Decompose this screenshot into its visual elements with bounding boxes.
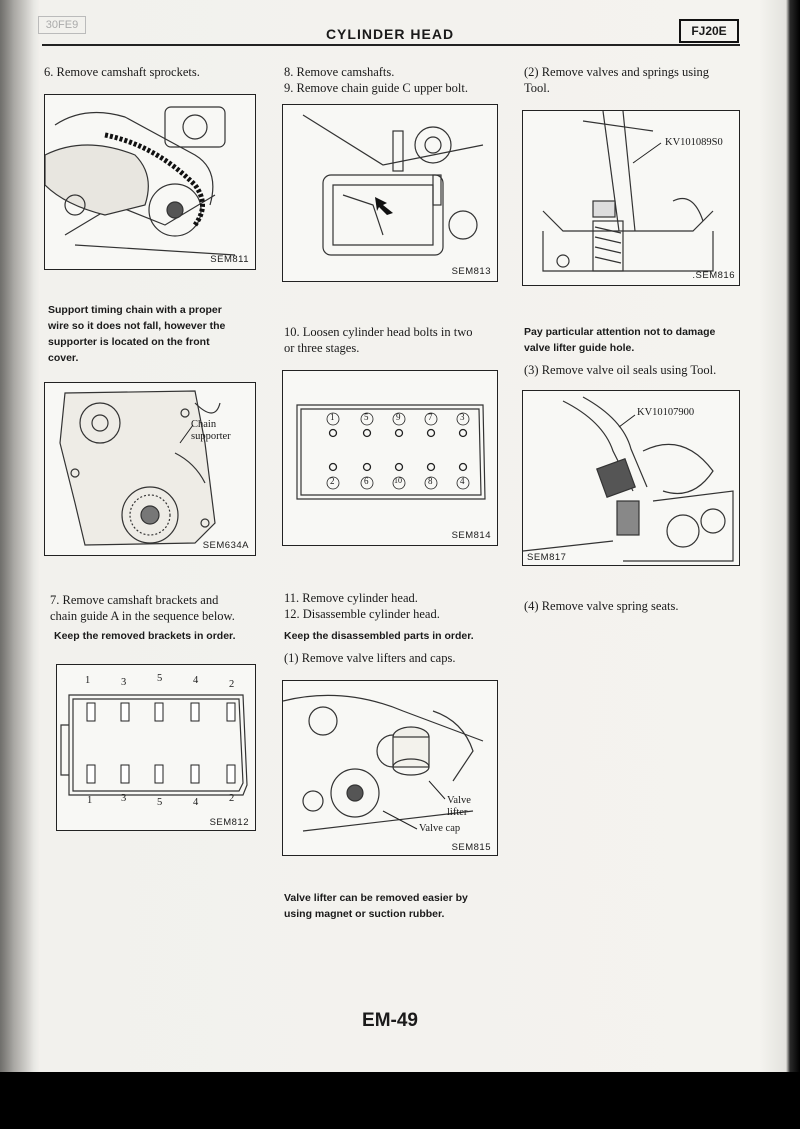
model-badge: FJ20E (679, 19, 739, 43)
step-line: 10. Loosen cylinder head bolts in two (284, 325, 473, 339)
magnet-note (284, 890, 498, 922)
figure-sem811 (44, 94, 256, 270)
page-number: EM-49 (362, 1010, 418, 1031)
step-line: 7. Remove camshaft brackets and (50, 593, 219, 607)
attention-note (524, 324, 740, 356)
bracket-number: 5 (157, 797, 163, 808)
step-11: 11. Remove cylinder head. (284, 591, 418, 605)
tool-callout-1: KV101089S0 (665, 137, 723, 148)
sub-step-1: (1) Remove valve lifters and caps. (284, 651, 456, 665)
disassembled-note: Keep the disassembled parts in order. (284, 630, 474, 642)
figure-code: SEM815 (451, 842, 491, 853)
brackets-note: Keep the removed brackets in order. (54, 630, 236, 642)
sub-step-3: (3) Remove valve oil seals using Tool. (524, 363, 717, 377)
bracket-number: 4 (193, 675, 199, 686)
camshaft-sprocket-illustration (45, 95, 255, 269)
note-line: Support timing chain with a proper (48, 304, 222, 316)
note-line: supporter is located on the front (48, 336, 210, 348)
note-line: Pay particular attention not to damage (524, 326, 716, 338)
figure-sem816 (522, 110, 740, 286)
bolt-number: 4 (460, 476, 465, 486)
valve-lifter-illustration (283, 681, 497, 855)
figure-code: .SEM816 (692, 270, 735, 281)
valve-cap-callout: Valve cap (419, 823, 461, 834)
step-6: 6. Remove camshaft sprockets. (44, 65, 200, 79)
step-8: 8. Remove camshafts. (284, 65, 395, 79)
scan-edge (0, 1072, 800, 1129)
bolt-number: 9 (396, 412, 401, 422)
bolt-number: 10 (394, 476, 402, 485)
figure-code: SEM634A (202, 540, 249, 551)
bolt-number: 1 (330, 412, 335, 422)
note-line: Valve lifter can be removed easier by (284, 892, 468, 904)
figure-sem817 (522, 390, 740, 566)
callout-line: lifter (447, 807, 468, 818)
page-stamp: 30FE9 (38, 16, 86, 34)
callout-line: supporter (191, 431, 231, 442)
bracket-number: 1 (85, 675, 91, 686)
step-line: (2) Remove valves and springs using (524, 65, 710, 79)
step-10 (284, 324, 496, 356)
bracket-number: 4 (193, 797, 199, 808)
note-line: using magnet or suction rubber. (284, 908, 445, 920)
figure-code: SEM814 (451, 530, 491, 541)
bracket-number: 3 (121, 793, 127, 804)
figure-code: SEM817 (527, 552, 567, 563)
bracket-number: 2 (229, 793, 235, 804)
step-7 (50, 592, 254, 624)
tool-callout-2: KV10107900 (637, 407, 695, 418)
step-9: 9. Remove chain guide C upper bolt. (284, 81, 468, 95)
callout-line: Valve (447, 795, 471, 806)
step-line: chain guide A in the sequence below. (50, 609, 235, 623)
figure-code: SEM811 (210, 254, 249, 265)
bolt-number: 7 (428, 412, 433, 422)
header-rule (42, 44, 740, 46)
support-note (48, 302, 254, 366)
binding-shadow (0, 0, 40, 1129)
callout-line: Chain (191, 419, 217, 430)
bracket-number: 2 (229, 679, 235, 690)
step-line: or three stages. (284, 341, 360, 355)
figure-sem815 (282, 680, 498, 856)
note-line: cover. (48, 352, 79, 364)
bolt-number: 6 (364, 476, 369, 486)
figure-sem812 (56, 664, 256, 831)
bolt-number: 5 (364, 412, 369, 422)
bracket-number: 1 (87, 795, 93, 806)
head-bolt-sequence (283, 371, 497, 545)
sub-step-4: (4) Remove valve spring seats. (524, 599, 679, 613)
valve-lifter-callout (447, 795, 471, 819)
step-12: 12. Disassemble cylinder head. (284, 607, 440, 621)
figure-sem814 (282, 370, 498, 546)
step-line: Tool. (524, 81, 550, 95)
figure-sem634a (44, 382, 256, 556)
figure-code: SEM812 (209, 817, 249, 828)
bolt-number: 3 (460, 412, 465, 422)
note-line: wire so it does not fall, however the (48, 320, 226, 332)
bracket-number: 5 (157, 673, 163, 684)
chain-supporter-callout (191, 419, 231, 443)
figure-code: SEM813 (451, 266, 491, 277)
chain-guide-illustration (283, 105, 497, 281)
sub-step-2 (524, 64, 740, 96)
bolt-number: 2 (330, 476, 335, 486)
note-line: valve lifter guide hole. (524, 342, 635, 354)
page-title: CYLINDER HEAD (325, 26, 455, 42)
figure-sem813 (282, 104, 498, 282)
front-cover-illustration (45, 383, 255, 555)
bolt-number: 8 (428, 476, 433, 486)
valve-oil-seal-tool-illustration (523, 391, 739, 565)
bracket-number: 3 (121, 677, 127, 688)
